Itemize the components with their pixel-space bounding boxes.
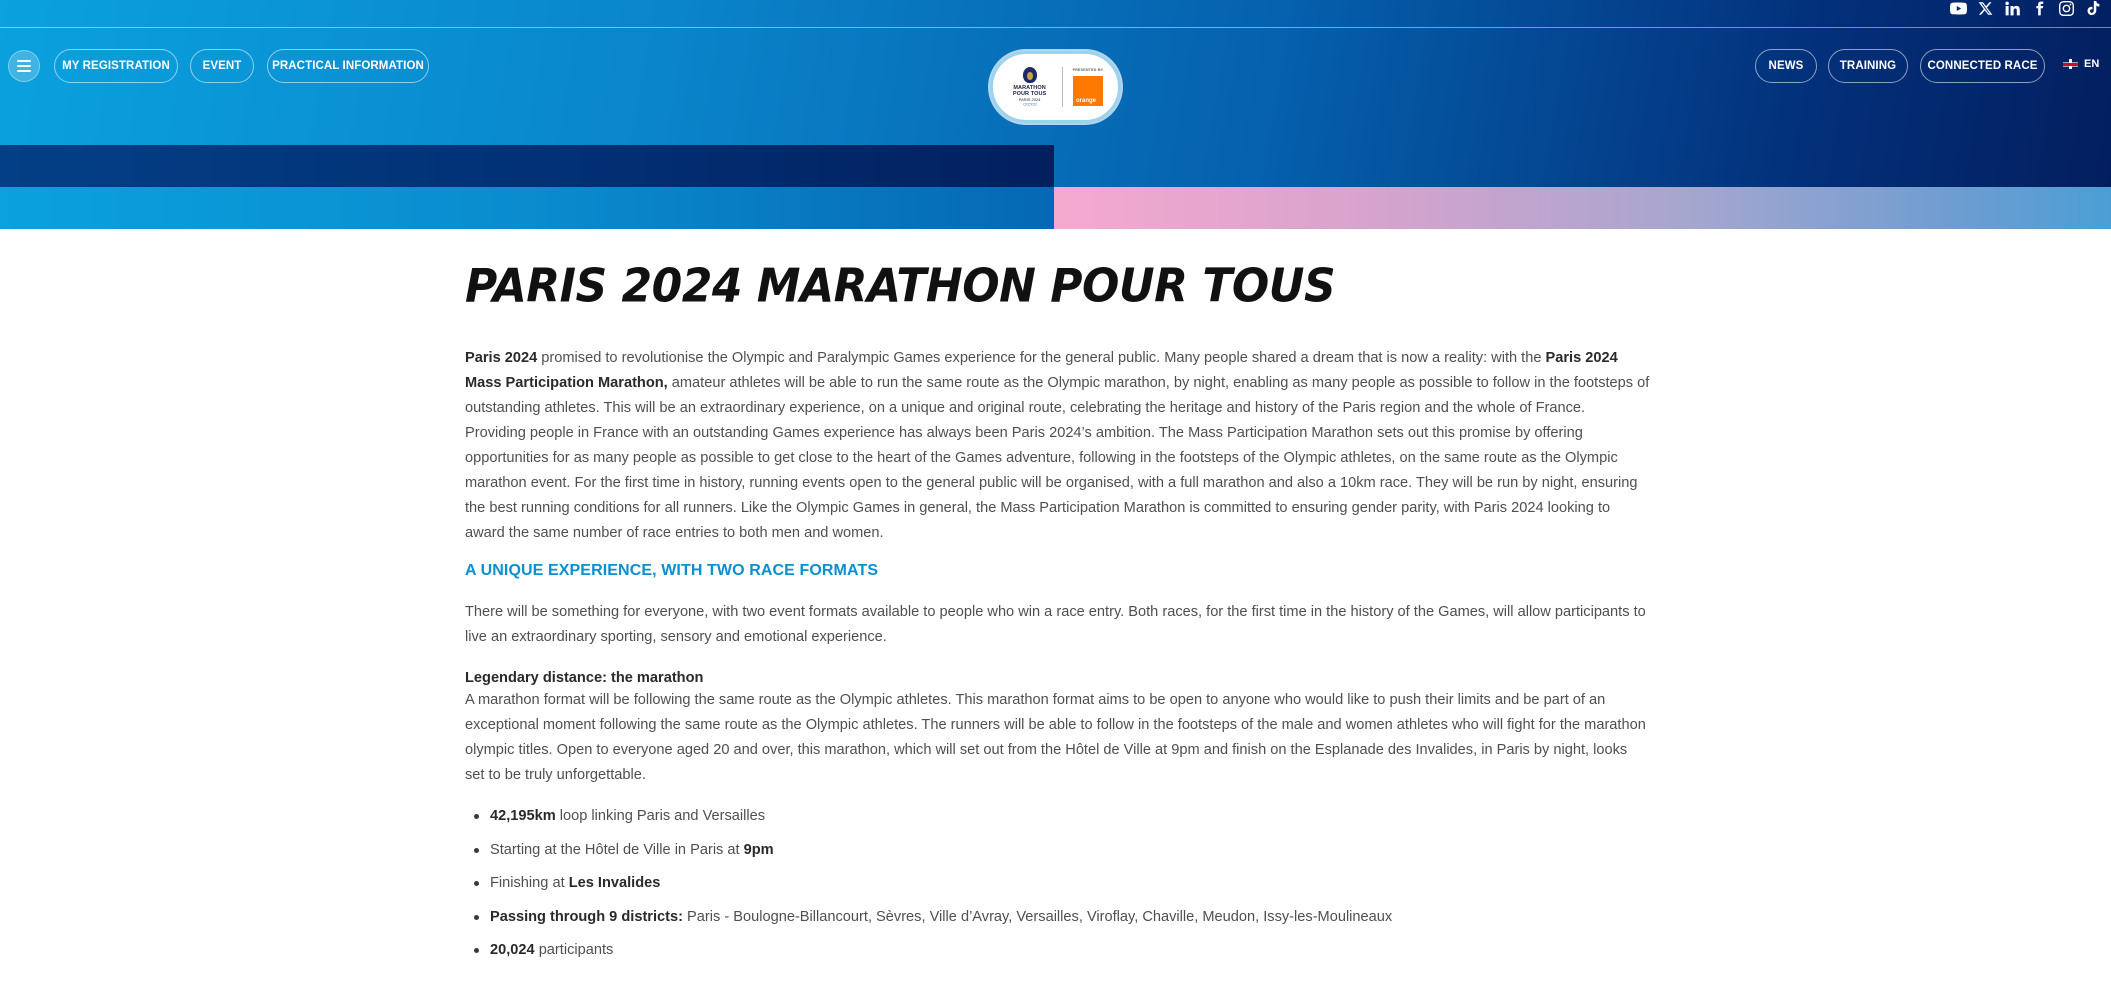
menu-burger-button[interactable] xyxy=(8,50,40,82)
list-item: Passing through 9 districts: Paris - Boulogne-Billancourt, Sèvres, Ville d’Avray, Versailles, Viroflay, Chaville, Meudon, Issy-les-Moulineaux xyxy=(465,905,1650,939)
list-item: 20,024 participants xyxy=(465,938,1650,972)
site-header xyxy=(0,0,2111,229)
youtube-icon[interactable] xyxy=(1949,0,1968,16)
nav-event[interactable]: EVENT xyxy=(190,49,254,83)
nav-practical-information[interactable]: PRACTICAL INFORMATION xyxy=(267,49,429,83)
decorative-band-dark xyxy=(0,145,1054,187)
section-heading: A UNIQUE EXPERIENCE, WITH TWO RACE FORMATS xyxy=(465,562,879,579)
marathon-facts-list xyxy=(465,804,1650,972)
intro-paragraph-1: Paris 2024 promised to revolutionise the Olympic and Paralympic Games experience for the general public. Many people shared a dream that is now a reality: with the Paris 2024 Mass Participation Marathon, amateur athletes will be able to run the same route as the Olympic marathon, by night, enabling as many people as possible to follow in the footsteps of outstanding athletes. This will be an extraordinary experience, on a unique and original route, celebrating the heritage and history of the Paris region and the whole of France. xyxy=(465,350,1650,416)
paris-2024-flame-icon xyxy=(1023,67,1037,83)
marathon-paragraph: A marathon format will be following the same route as the Olympic athletes. This marathon format aims to be open to anyone who would like to push their limits and be part of an exceptional moment following the same route as the Olympic athletes. The runners will be able to follow in the footsteps of the male and women athletes who will fight for the marathon olympic titles. Open to everyone aged 20 and over, this marathon, which will set out from the Hôtel de Ville at 9pm and finish on the Esplanade des Invalides, in Paris by night, looks set to be truly unforgettable. xyxy=(465,692,1646,783)
list-item: Finishing at Les Invalides xyxy=(465,871,1650,905)
intro-paragraph-2: Providing people in France with an outstanding Games experience has always been Paris 2024’s ambition. The Mass Participation Marathon sets out this promise by offering opportunities for as many people as possible to get close to the heart of the Games adventure, following in the footsteps of the Olympic athletes, on the same route as the Olympic marathon event. For the first time in history, running events open to the general public will be organised, with a full marathon and also a 10km race. They will be run by night, ensuring the best running conditions for all runners. Like the Olympic Games in general, the Mass Participation Marathon is committed to ensuring gender parity, with Paris 2024 looking to award the same number of race entries to both men and women. xyxy=(465,425,1638,541)
nav-news[interactable]: NEWS xyxy=(1755,49,1817,83)
language-selector[interactable] xyxy=(2063,58,2099,70)
x-icon[interactable] xyxy=(1976,0,1995,16)
page-title: PARIS 2024 MARATHON POUR TOUS xyxy=(465,259,1336,314)
orange-logo: orange xyxy=(1073,76,1103,106)
instagram-icon[interactable] xyxy=(2057,0,2076,16)
header-divider xyxy=(0,27,2111,28)
marathon-pour-tous-logo[interactable]: MARATHON POUR TOUS PARIS 2024 ○○○○○ PRESENTED BY orange xyxy=(990,51,1121,123)
uk-flag-icon xyxy=(2063,59,2078,69)
linkedin-icon[interactable] xyxy=(2003,0,2022,16)
tiktok-icon[interactable] xyxy=(2084,0,2103,16)
nav-training[interactable]: TRAINING xyxy=(1828,49,1908,83)
list-item: 42,195km loop linking Paris and Versailles xyxy=(465,804,1650,838)
facebook-icon[interactable] xyxy=(2030,0,2049,16)
nav-my-registration[interactable]: MY REGISTRATION xyxy=(54,49,178,83)
nav-connected-race[interactable]: CONNECTED RACE xyxy=(1920,49,2045,83)
logo-divider xyxy=(1062,67,1063,107)
olympic-rings-icon: ○○○○○ xyxy=(1023,101,1037,108)
decorative-band-pink xyxy=(1054,187,2111,229)
section-paragraph: There will be something for everyone, with two event formats available to people who win a race entry. Both races, for the first time in the history of the Games, will allow participants to live an extraordinary sporting, sensory and emotional experience. xyxy=(465,604,1646,645)
hamburger-icon xyxy=(17,65,31,67)
language-code: EN xyxy=(2084,58,2100,70)
list-item: Starting at the Hôtel de Ville in Paris at 9pm xyxy=(465,838,1650,872)
decorative-band-light xyxy=(0,187,1054,229)
marathon-heading: Legendary distance: the marathon xyxy=(465,670,704,686)
social-links xyxy=(1949,0,2103,16)
